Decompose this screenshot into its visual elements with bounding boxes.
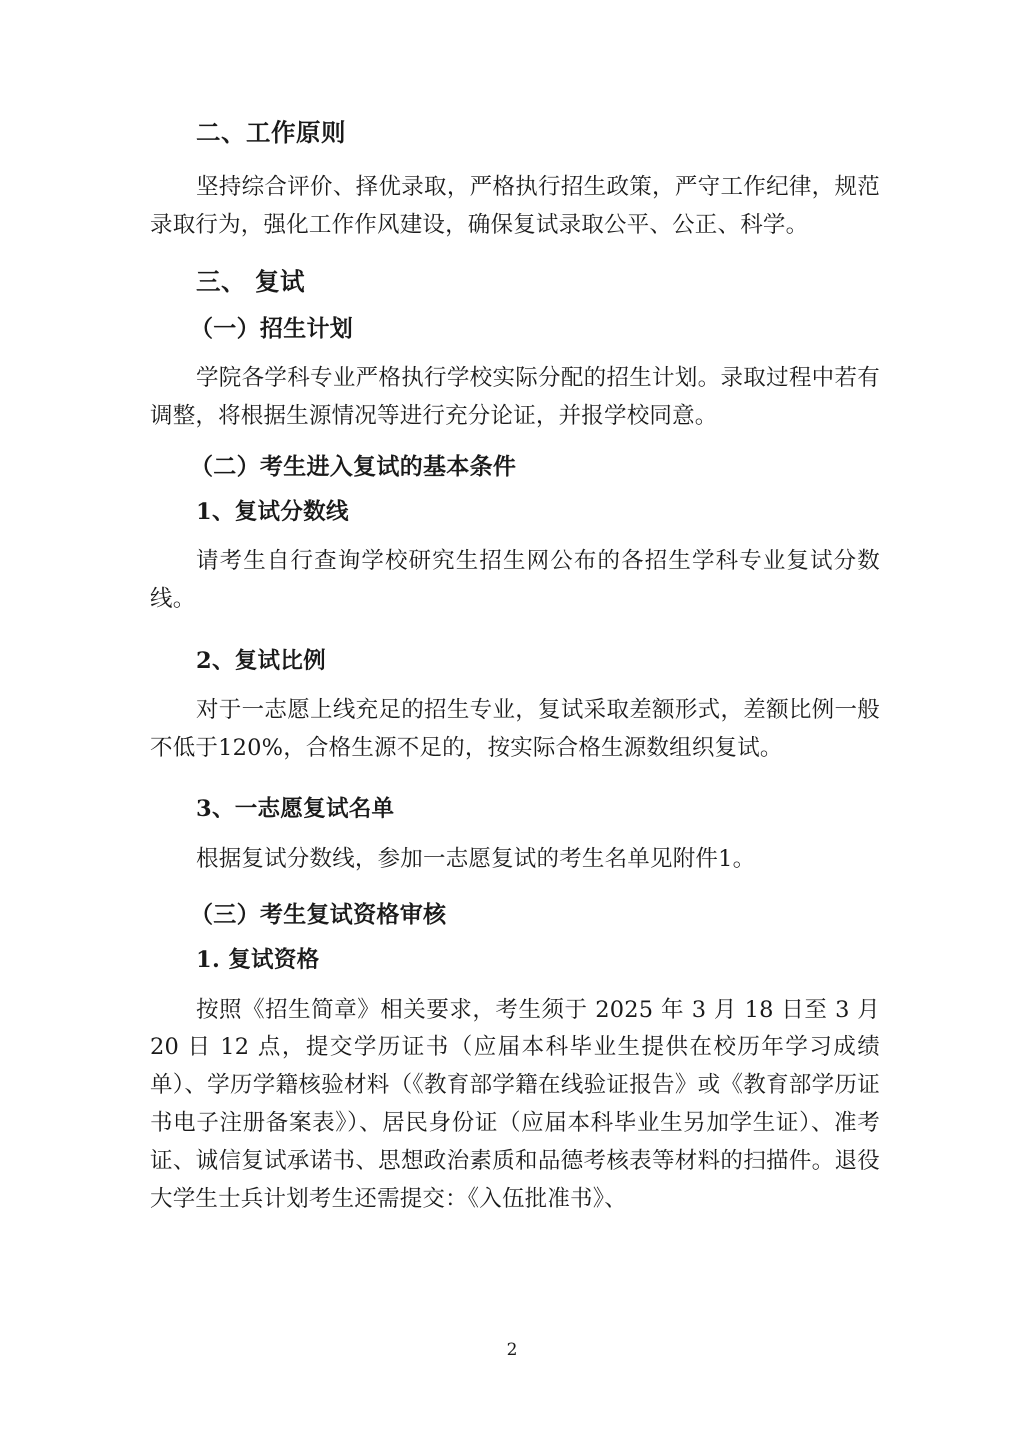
paragraph-enrollment-plan: 学院各学科专业严格执行学校实际分配的招生计划。录取过程中若有调整，将根据生源情况等进行充分论证，并报学校同意。: [150, 365, 880, 430]
heading-reexam-qualification: 1. 复试资格: [196, 947, 320, 974]
heading-reexamination: 三、 复试: [196, 266, 306, 296]
paragraph-first-choice-list: 根据复试分数线，参加一志愿复试的考生名单见附件1。: [196, 845, 756, 872]
paragraph-reexam-ratio: 对于一志愿上线充足的招生专业，复试采取差额形式，差额比例一般不低于120%，合格生源不足的，按实际合格生源数组织复试。: [150, 696, 880, 761]
paragraph-reexam-qualification: 按照《招生简章》相关要求，考生须于 2025 年 3 月 18 日至 3 月 20 日 12 点，提交学历证书（应届本科毕业生提供在校历年学习成绩单）、学历学籍核验材料（《教育部学籍在线验证报告》或《教育部学历证书电子注册备案表》）、居民身份证（应届本科毕业生另加学生证）、准考证、诚信复试承诺书、思想政治素质和品德考核表等材料的扫描件。退役大学生士兵计划考生还需提交：《入伍批准书》、: [150, 996, 880, 1212]
spacer: [150, 783, 880, 795]
heading-first-choice-list: 3、一志愿复试名单: [196, 796, 395, 823]
paragraph-score-line: 请考生自行查询学校研究生招生网公布的各招生学科专业复试分数线。: [150, 548, 880, 612]
document-body: [150, 118, 880, 1218]
heading-qualification-review: （三）考生复试资格审核: [190, 901, 447, 929]
paragraph-work-principles: 坚持综合评价、择优录取，严格执行招生政策，严守工作纪律，规范录取行为，强化工作作风建设，确保复试录取公平、公正、科学。: [150, 174, 880, 239]
heading-score-line: 1、复试分数线: [196, 498, 349, 525]
heading-basic-conditions: （二）考生进入复试的基本条件: [190, 452, 517, 480]
heading-enrollment-plan: （一）招生计划: [190, 315, 354, 343]
heading-reexam-ratio: 2、复试比例: [196, 647, 326, 674]
page-number: 2: [506, 1340, 518, 1360]
heading-work-principles: 二、工作原则: [196, 118, 346, 147]
spacer: [150, 635, 880, 647]
